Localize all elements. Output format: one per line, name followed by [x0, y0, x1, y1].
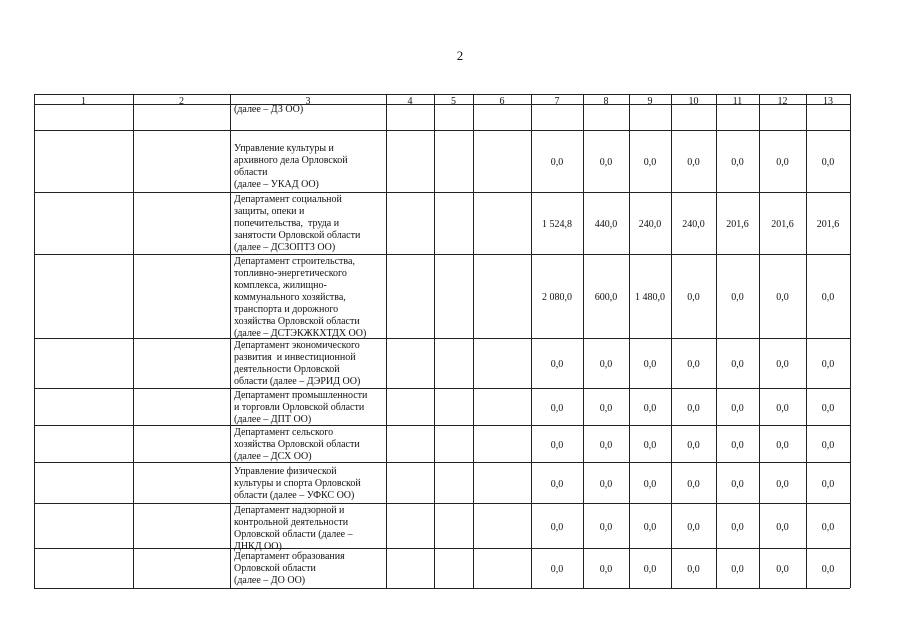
row-divider	[34, 130, 850, 131]
budget-table	[0, 94, 898, 594]
row-label: Управление физической культуры и спорта Орловской области (далее – УФКС ОО)	[234, 466, 361, 501]
value-cell: 0,0	[731, 564, 744, 575]
row-label: Департамент сельского хозяйства Орловской области (далее – ДСХ ОО)	[234, 427, 360, 462]
row-label: Департамент строительства, топливно-энергетического комплекса, жилищно- коммунального хозяйства, транспорта и дорожного хозяйства Орловской области (далее – ДСТЭКЖКХТДХ ОО)	[234, 256, 367, 339]
row-divider	[34, 254, 850, 255]
value-cell: 0,0	[643, 478, 657, 490]
column-divider	[133, 94, 134, 588]
value-cell: 0,0	[731, 439, 744, 451]
value-cell: 0,0	[731, 478, 744, 490]
value-cell: 0,0	[599, 478, 613, 490]
column-divider	[473, 94, 474, 588]
column-header: 8	[603, 96, 609, 107]
value-cell: 0,0	[821, 521, 835, 533]
value-cell: 0,0	[731, 292, 744, 303]
value-cell: 0,0	[643, 439, 657, 451]
value-cell: 201,6	[771, 219, 794, 230]
value-cell: 0,0	[821, 564, 835, 575]
value-cell: 201,6	[816, 219, 840, 230]
page-number: 2	[456, 48, 464, 63]
value-cell: 600,0	[594, 292, 618, 303]
row-divider	[34, 588, 850, 589]
row-label: (далее – ДЗ ОО)	[234, 104, 304, 115]
column-header: 4	[407, 96, 413, 107]
value-cell: 0,0	[776, 564, 789, 575]
value-cell: 0,0	[776, 359, 789, 370]
value-cell: 0,0	[687, 564, 700, 575]
value-cell: 0,0	[643, 521, 657, 533]
value-cell: 0,0	[776, 521, 789, 533]
column-header: 7	[554, 96, 560, 107]
value-cell: 0,0	[821, 157, 835, 168]
value-cell: 440,0	[594, 219, 618, 230]
column-divider	[531, 94, 532, 588]
column-header: 12	[777, 96, 788, 107]
value-cell: 0,0	[599, 359, 613, 370]
row-label: Департамент промышленности и торговли Орловской области (далее – ДПТ ОО)	[234, 390, 368, 425]
value-cell: 0,0	[731, 402, 744, 414]
value-cell: 0,0	[687, 439, 700, 451]
value-cell: 0,0	[643, 564, 657, 575]
column-header: 13	[823, 96, 833, 107]
row-label: Департамент надзорной и контрольной деятельности Орловской области (далее – ДНКД ОО)	[234, 505, 353, 552]
value-cell: 0,0	[821, 439, 835, 451]
column-divider	[386, 94, 387, 588]
value-cell: 0,0	[599, 521, 613, 533]
value-cell: 0,0	[821, 292, 835, 303]
value-cell: 0,0	[687, 292, 700, 303]
row-divider	[34, 503, 850, 504]
value-cell: 1 480,0	[635, 292, 665, 303]
row-divider	[34, 425, 850, 426]
column-divider	[759, 94, 760, 588]
value-cell: 0,0	[643, 157, 657, 168]
value-cell: 0,0	[687, 359, 700, 370]
row-divider	[34, 388, 850, 389]
column-divider	[850, 94, 851, 588]
value-cell: 0,0	[550, 402, 564, 414]
value-cell: 0,0	[687, 157, 700, 168]
column-header: 3	[305, 96, 311, 107]
row-divider	[34, 104, 850, 105]
row-label: Департамент образования Орловской области (далее – ДО ОО)	[234, 551, 345, 586]
value-cell: 0,0	[599, 564, 613, 575]
value-cell: 0,0	[731, 157, 744, 168]
value-cell: 0,0	[599, 157, 613, 168]
value-cell: 0,0	[731, 359, 744, 370]
column-header: 6	[499, 96, 505, 107]
row-divider	[34, 548, 850, 549]
value-cell: 0,0	[821, 478, 835, 490]
value-cell: 1 524,8	[542, 219, 572, 230]
column-header: 10	[688, 96, 699, 107]
column-divider	[583, 94, 584, 588]
value-cell: 0,0	[550, 521, 564, 533]
column-header: 11	[732, 96, 743, 107]
row-label: Управление культуры и архивного дела Орловской области (далее – УКАД ОО)	[234, 143, 348, 190]
value-cell: 0,0	[599, 439, 613, 451]
value-cell: 0,0	[776, 157, 789, 168]
column-header: 5	[451, 96, 456, 107]
column-header: 9	[647, 96, 653, 107]
row-divider	[34, 94, 850, 95]
value-cell: 0,0	[776, 292, 789, 303]
value-cell: 0,0	[550, 478, 564, 490]
column-divider	[806, 94, 807, 588]
value-cell: 0,0	[550, 157, 564, 168]
value-cell: 0,0	[550, 359, 564, 370]
row-label: Департамент экономического развития и инвестиционной деятельности Орловской области (далее – ДЭРИД ОО)	[234, 340, 361, 387]
value-cell: 201,6	[726, 219, 749, 230]
value-cell: 240,0	[682, 219, 705, 230]
column-divider	[629, 94, 630, 588]
column-divider	[671, 94, 672, 588]
value-cell: 0,0	[687, 478, 700, 490]
value-cell: 0,0	[643, 402, 657, 414]
column-header: 2	[179, 96, 184, 107]
row-label: Департамент социальной защиты, опеки и попечительства, труда и занятости Орловской области (далее – ДСЗОПТЗ ОО)	[234, 194, 361, 253]
value-cell: 0,0	[687, 402, 700, 414]
value-cell: 0,0	[776, 478, 789, 490]
row-divider	[34, 338, 850, 339]
column-divider	[230, 94, 231, 588]
value-cell: 240,0	[638, 219, 662, 230]
value-cell: 2 080,0	[542, 292, 572, 303]
value-cell: 0,0	[776, 439, 789, 451]
column-header: 1	[81, 96, 86, 107]
column-divider	[434, 94, 435, 588]
value-cell: 0,0	[550, 564, 564, 575]
value-cell: 0,0	[643, 359, 657, 370]
column-divider	[716, 94, 717, 588]
column-divider	[34, 94, 35, 588]
value-cell: 0,0	[687, 521, 700, 533]
value-cell: 0,0	[550, 439, 564, 451]
value-cell: 0,0	[821, 402, 835, 414]
value-cell: 0,0	[776, 402, 789, 414]
row-divider	[34, 192, 850, 193]
row-divider	[34, 462, 850, 463]
value-cell: 0,0	[731, 521, 744, 533]
value-cell: 0,0	[821, 359, 835, 370]
value-cell: 0,0	[599, 402, 613, 414]
